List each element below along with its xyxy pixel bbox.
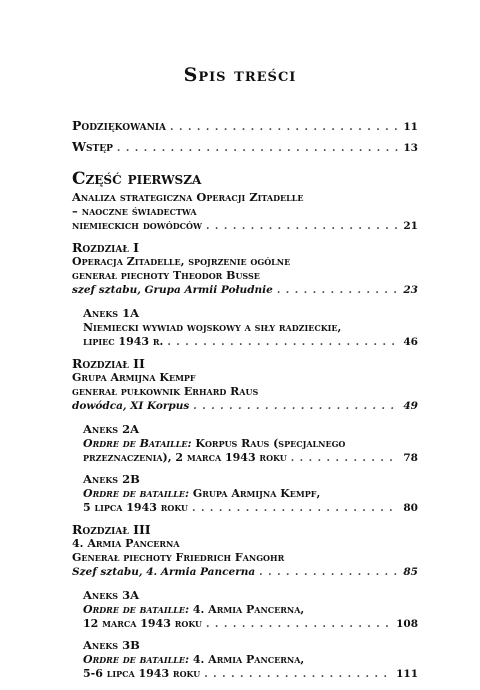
chapter-title: Rozdział II bbox=[72, 356, 145, 371]
annex-line bbox=[83, 653, 418, 667]
annex-line-text: Korpus Raus (specjalnego bbox=[191, 437, 346, 450]
chapter-line: 4. Armia Pancerna bbox=[72, 537, 180, 550]
annex-label: Aneks 2B bbox=[83, 472, 140, 486]
annex-2a bbox=[72, 422, 418, 516]
toc-entry-page: 11 bbox=[403, 121, 418, 133]
dot-leader bbox=[277, 284, 400, 298]
toc-entry-chapter-3[interactable] bbox=[72, 565, 418, 580]
chapter-author: generał piechoty Theodor Busse bbox=[72, 269, 260, 282]
annex-line: 5-6 lipca 1943 roku bbox=[83, 667, 201, 680]
toc-entry-part-one[interactable] bbox=[72, 218, 418, 234]
chapter-role: szef sztabu, Grupa Armii Południe bbox=[72, 284, 273, 296]
dot-leader bbox=[170, 122, 399, 133]
chapter-author: Generał piechoty Friedrich Fangohr bbox=[72, 551, 285, 564]
annex-line bbox=[83, 437, 418, 451]
part-subtitle-line: Analiza strategiczna Operacji Zitadelle bbox=[72, 190, 304, 204]
annex-line-text: 4. Armia Pancerna, bbox=[189, 603, 305, 616]
toc-entry-page: 23 bbox=[403, 284, 418, 296]
annex-label: Aneks 1A bbox=[83, 306, 139, 320]
part-subtitle-line: niemieckich dowódców bbox=[72, 218, 202, 232]
annex-line: Niemiecki wywiad wojskowy a siły radzieckie, bbox=[83, 321, 342, 334]
toc-entry-introduction[interactable] bbox=[72, 139, 418, 160]
toc-entry-label: Wstęp bbox=[72, 139, 113, 154]
dot-leader bbox=[117, 143, 400, 154]
annex-label: Aneks 2A bbox=[83, 422, 139, 436]
toc-entry-page: 78 bbox=[403, 452, 418, 464]
annex-line bbox=[83, 603, 418, 617]
toc-entry-annex-2b[interactable] bbox=[83, 501, 418, 516]
toc-entry-annex-1a[interactable] bbox=[83, 335, 418, 350]
dot-leader bbox=[193, 400, 399, 414]
toc-entry-label: Podziękowania bbox=[72, 118, 167, 133]
dot-leader bbox=[192, 502, 399, 516]
annex-line: 12 marca 1943 roku bbox=[83, 617, 202, 630]
annex-3a bbox=[72, 588, 418, 682]
dot-leader bbox=[206, 618, 392, 632]
annex-label: Aneks 3A bbox=[83, 588, 139, 602]
chapter-role: dowódca, XI Korpus bbox=[72, 400, 190, 412]
dot-leader bbox=[259, 566, 399, 580]
annex-ordre: Ordre de Bataille: bbox=[83, 437, 192, 450]
annex-label: Aneks 3B bbox=[83, 638, 140, 652]
dot-leader bbox=[291, 452, 400, 466]
dot-leader bbox=[167, 336, 399, 350]
page-title: Spis treści bbox=[183, 64, 297, 86]
annex-ordre: Ordre de bataille: bbox=[83, 653, 190, 666]
chapter-line: Grupa Armijna Kempf bbox=[72, 371, 196, 384]
toc-entry-chapter-1[interactable] bbox=[72, 283, 418, 298]
toc-entry-annex-3a[interactable] bbox=[83, 617, 418, 632]
toc-entry-page: 108 bbox=[396, 618, 418, 630]
part-title: Część pierwsza bbox=[72, 169, 202, 189]
toc-entry-page: 13 bbox=[403, 142, 418, 154]
toc-entry-page: 111 bbox=[396, 668, 418, 680]
annex-line: przeznaczenia), 2 marca 1943 roku bbox=[83, 451, 287, 464]
annex-ordre: Ordre de bataille: bbox=[83, 603, 190, 616]
chapter-title: Rozdział III bbox=[72, 522, 151, 537]
chapter-title: Rozdział I bbox=[72, 240, 139, 255]
toc-entry-chapter-2[interactable] bbox=[72, 399, 418, 414]
toc-entry-acknowledgements[interactable] bbox=[72, 118, 418, 139]
toc-entry-page: 21 bbox=[403, 220, 418, 232]
annex-ordre: Ordre de bataille: bbox=[83, 487, 190, 500]
annex-line: 5 lipca 1943 roku bbox=[83, 501, 188, 514]
annex-1a bbox=[72, 306, 418, 350]
chapter-line: Operacja Zitadelle, spojrzenie ogólne bbox=[72, 255, 291, 268]
toc-entry-page: 80 bbox=[403, 502, 418, 514]
annex-line-text: 4. Armia Pancerna, bbox=[189, 653, 305, 666]
annex-line bbox=[83, 487, 418, 501]
chapter-author: generał pułkownik Erhard Raus bbox=[72, 385, 259, 398]
toc-entry-page: 49 bbox=[403, 400, 418, 412]
table-of-contents bbox=[72, 118, 418, 682]
toc-entry-page: 85 bbox=[403, 566, 418, 578]
chapter-role: Szef sztabu, 4. Armia Pancerna bbox=[72, 566, 256, 578]
annex-line: lipiec 1943 r. bbox=[83, 335, 164, 348]
toc-entry-annex-3b[interactable] bbox=[83, 667, 418, 682]
part-subtitle-line: – naoczne świadectwa bbox=[72, 204, 197, 218]
annex-line-text: Grupa Armijna Kempf, bbox=[189, 487, 321, 500]
toc-entry-page: 46 bbox=[403, 336, 418, 348]
toc-entry-annex-2a[interactable] bbox=[83, 451, 418, 466]
dot-leader bbox=[204, 668, 392, 682]
dot-leader bbox=[206, 220, 399, 234]
